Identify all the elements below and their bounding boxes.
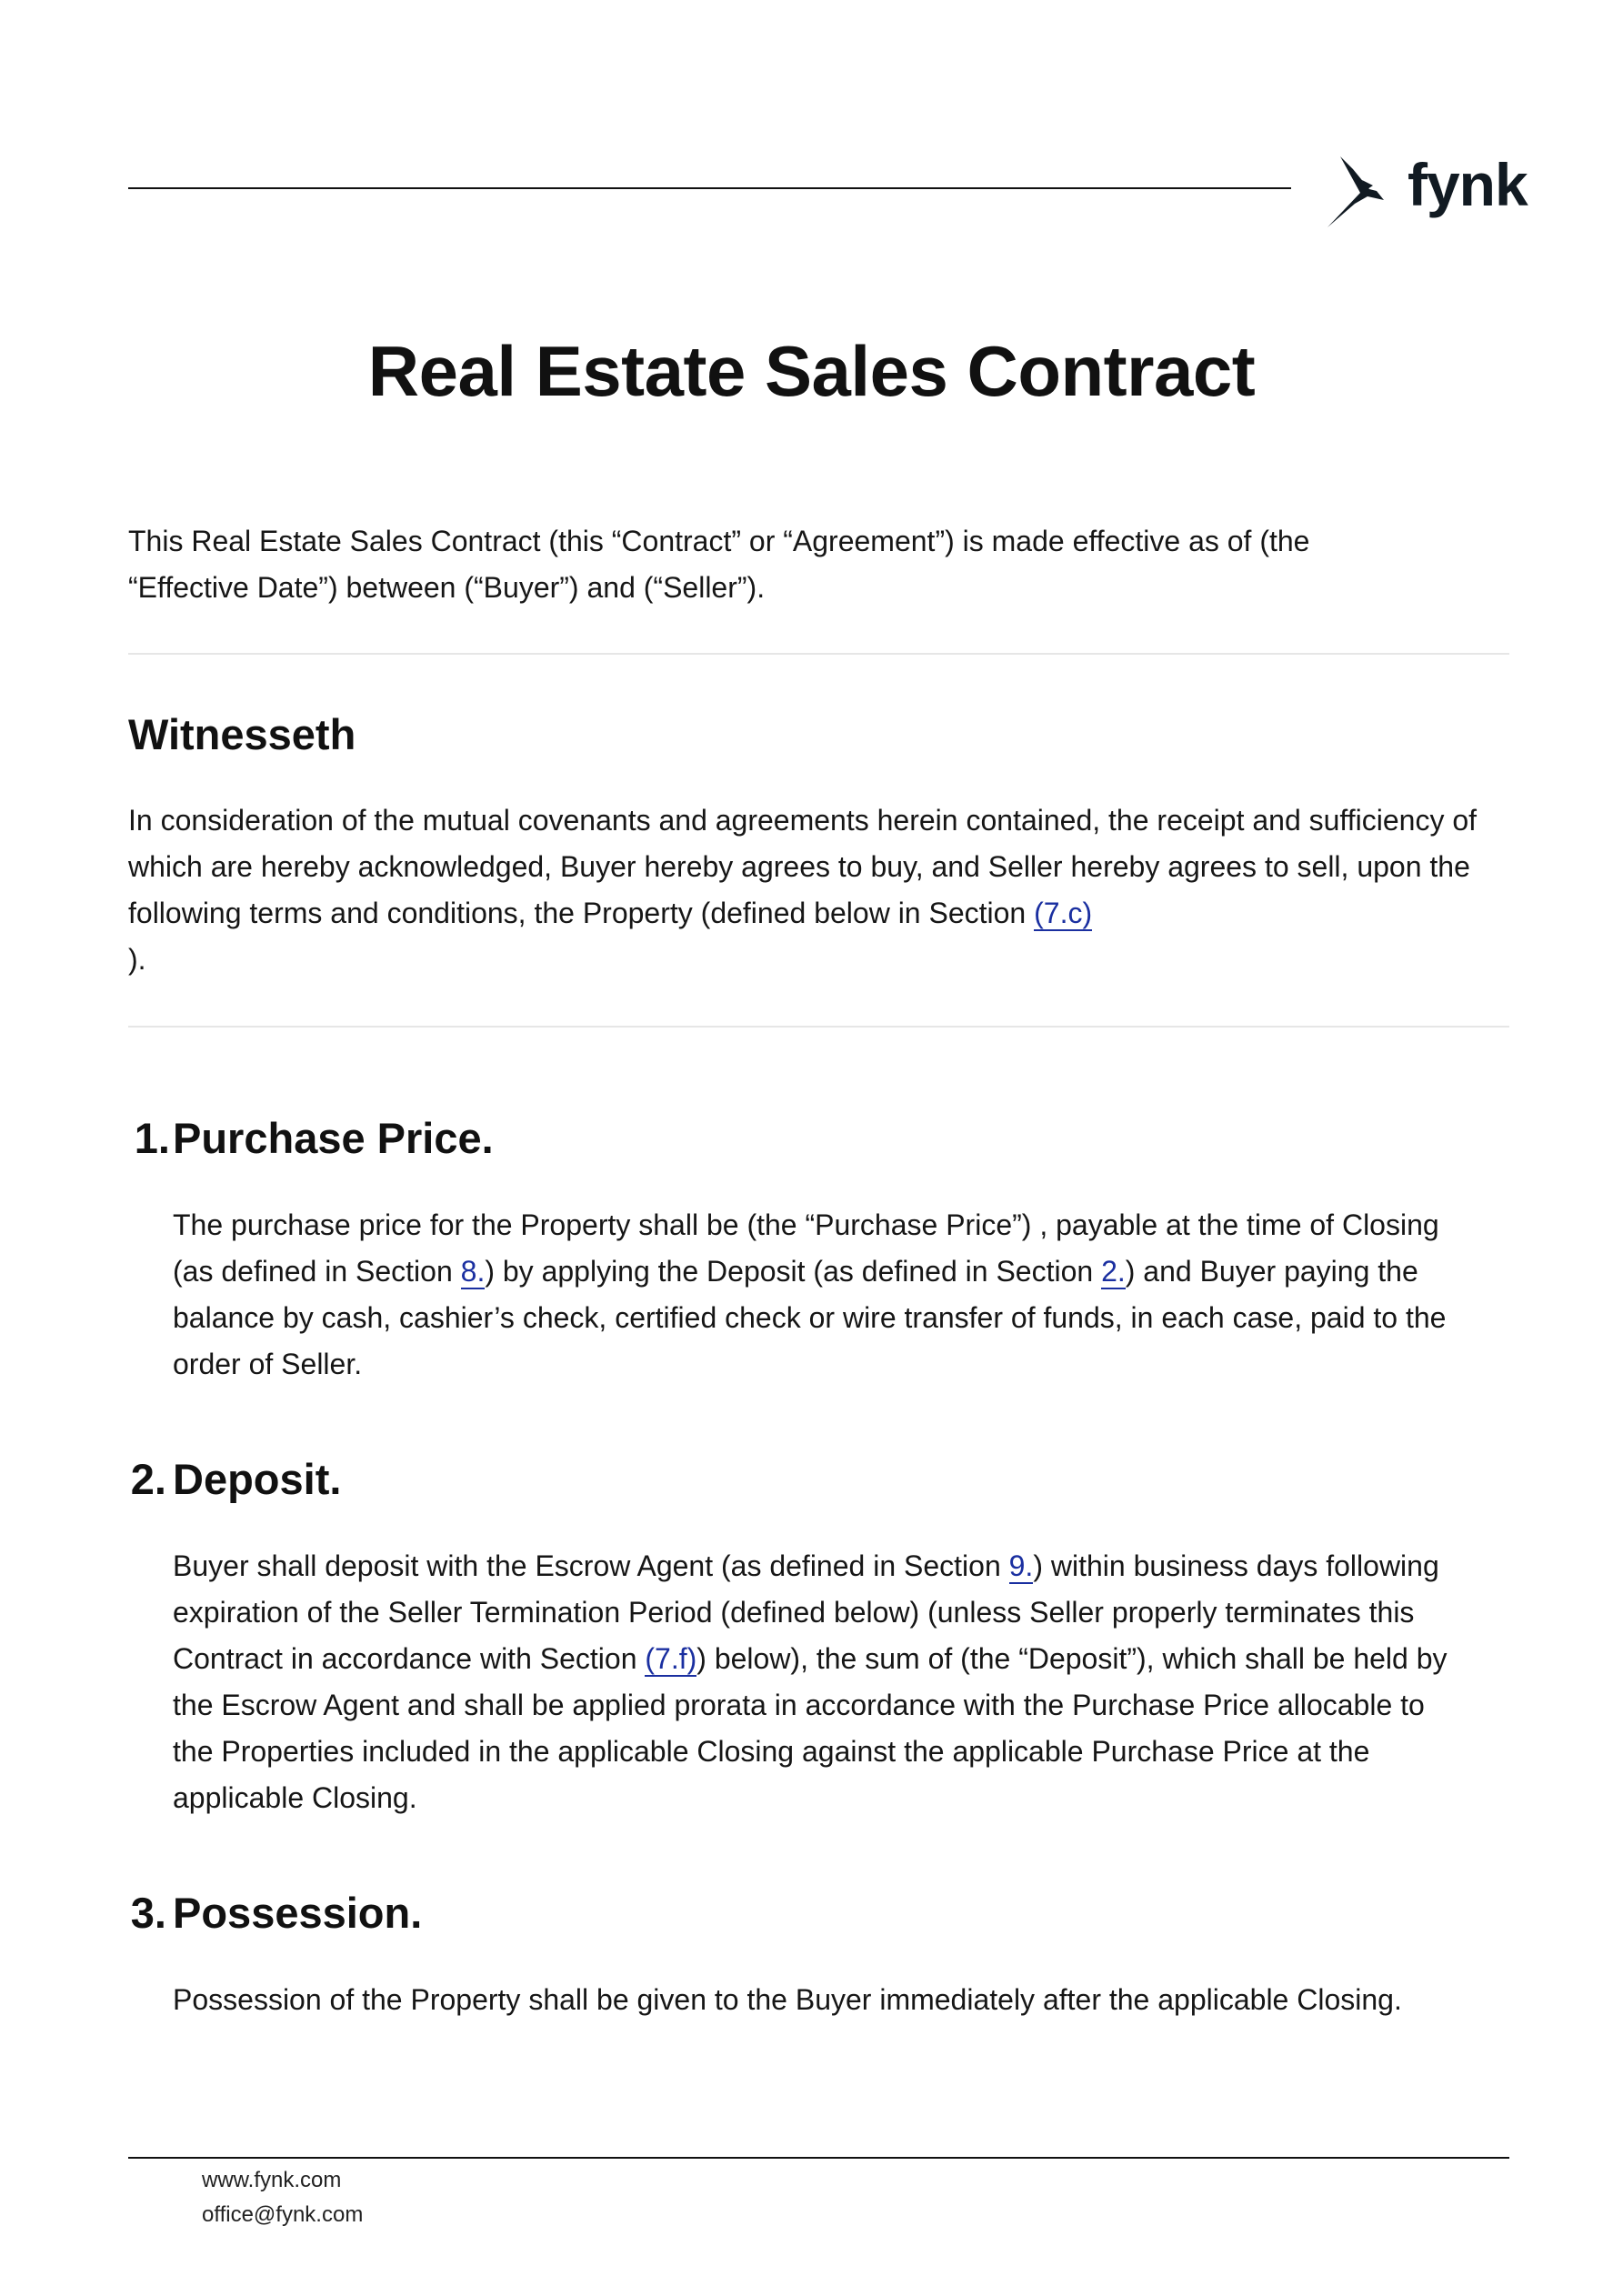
divider [128,1026,1509,1028]
section-ref-link[interactable]: 9. [1008,1549,1034,1582]
section-text: ) and Buyer paying the balance by cash, cashier’s check, certified check or wire transfer of funds, in each case, paid to the order of Seller. [173,1255,1447,1380]
section-ref-link[interactable]: 2. [1101,1255,1126,1288]
witnesseth-heading: Witnesseth [128,710,356,758]
logo-text: fynk [1408,151,1528,218]
document-title: Real Estate Sales Contract [367,331,1256,411]
section-ref-link[interactable]: (7.c) [1034,897,1093,929]
intro-paragraph [128,518,1528,611]
divider [128,653,1509,655]
section-paragraph-purchase-price [173,1202,1482,1388]
witnesseth-paragraph [128,797,1514,983]
footer-rule [128,2157,1509,2159]
section-text: ) by applying the Deposit (as defined in Section [485,1255,1102,1288]
section-text: ) within business days following expiration of the Seller Termination Period (defined below) (unless Seller properly terminates this Contract in accordance with Section [173,1549,1439,1675]
intro-line-2: “Effective Date”) between (“Buyer”) and (“Seller”). [128,571,766,604]
section-ref-link[interactable]: 8. [460,1255,486,1288]
section-title-purchase-price: Purchase Price. [173,1114,494,1162]
header-rule [128,187,1291,189]
section-title-possession: Possession. [173,1889,423,1937]
section-text: Buyer shall deposit with the Escrow Agent (as defined in Section [173,1549,1009,1582]
witnesseth-text-end: ). [128,943,146,976]
section-ref-link[interactable]: (7.f) [645,1642,697,1675]
section-number: 2. [130,1455,166,1503]
witnesseth-text: In consideration of the mutual covenants and agreements herein contained, the receipt and sufficiency of which are hereby acknowledged, Buyer hereby agrees to buy, and Seller hereby agrees to sell, upon the following terms and conditions, the Property (defined below in Section [128,804,1478,929]
fynk-logo [1326,151,1528,227]
bird-icon [1326,153,1398,227]
section-title-deposit: Deposit. [173,1455,342,1503]
section-text: ) below), the sum of (the “Deposit”), which shall be held by the Escrow Agent and shall be applied prorata in accordance with the Purchase Price allocable to the Properties included in the applicable Closing against the applicable Purchase Price at the applicable Closing. [173,1642,1448,1814]
section-number: 1. [134,1114,170,1162]
section-text: The purchase price for the Property shall be (the “Purchase Price”) , payable at the time of Closing (as defined in Section [173,1208,1439,1288]
section-paragraph-possession [173,1977,1509,2023]
section-paragraph-deposit [173,1543,1464,1821]
section-number: 3. [130,1889,166,1937]
footer-website: www.fynk.com [202,2168,342,2192]
section-text: Possession of the Property shall be given to the Buyer immediately after the applicable Closing. [173,1983,1402,2016]
intro-line-1: This Real Estate Sales Contract (this “Contract” or “Agreement”) is made effective as of (the [128,525,1310,557]
footer-email: office@fynk.com [202,2202,364,2227]
